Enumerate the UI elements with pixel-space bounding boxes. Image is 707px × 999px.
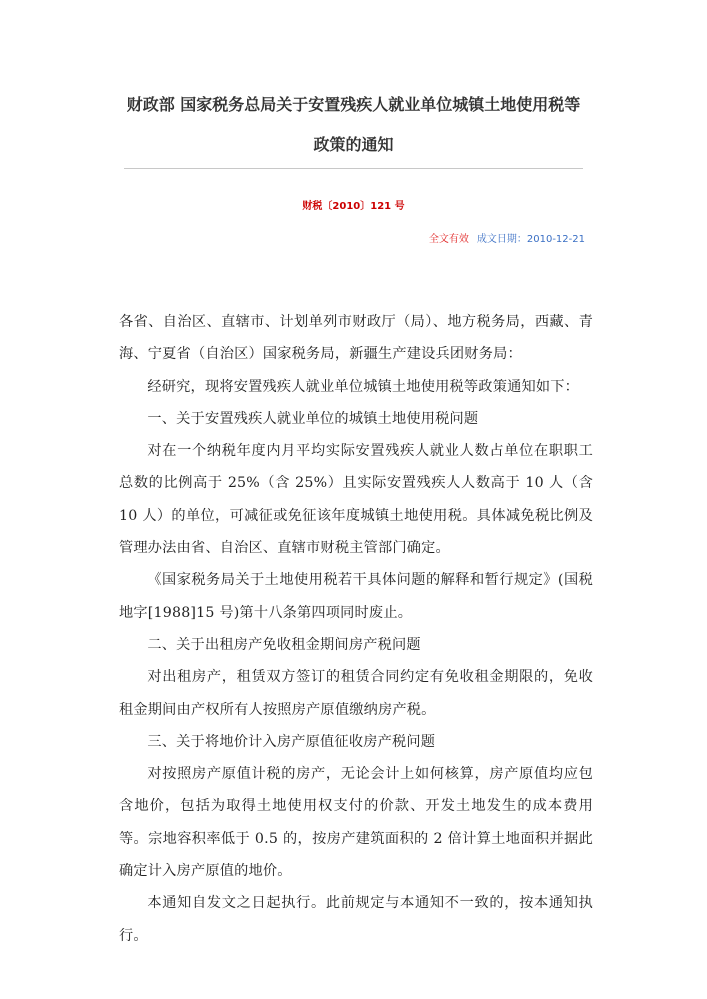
addressee-paragraph: 各省、自治区、直辖市、计划单列市财政厅（局）、地方税务局，西藏、青海、宁夏省（自治区）国家税务局，新疆生产建设兵团财务局： — [119, 314, 593, 363]
section-1-paragraph: 对在一个纳税年度内月平均实际安置残疾人就业人数占单位在职职工总数的比例高于 25%（含 25%）且实际安置残疾人人数高于 10 人（含 10 人）的单位，可减征或免征该年度城镇土地使用税。具体减免税比例及管理办法由省、自治区、直辖市财税主管部门确定。 — [119, 443, 593, 557]
document-title-line-1: 财政部 国家税务总局关于安置残疾人就业单位城镇土地使用税等 — [126, 95, 581, 114]
document-meta — [429, 230, 585, 245]
date-label: 成文日期： — [476, 234, 527, 245]
validity-status: 全文有效 — [428, 234, 469, 245]
section-heading-1: 一、关于安置残疾人就业单位的城镇土地使用税问题 — [147, 410, 479, 427]
section-heading-3: 三、关于将地价计入房产原值征收房产税问题 — [147, 733, 436, 750]
document-number: 财税〔2010〕121 号 — [302, 201, 405, 212]
document-title-line-2: 政策的通知 — [313, 135, 394, 154]
date-value: 2010-12-21 — [526, 234, 585, 245]
document-body — [119, 306, 593, 952]
repeal-paragraph: 《国家税务局关于土地使用税若干具体问题的解释和暂行规定》(国税地字[1988]15 号)第十八条第四项同时废止。 — [119, 572, 593, 621]
closing-paragraph: 本通知自发文之日起执行。此前规定与本通知不一致的，按本通知执行。 — [119, 895, 593, 944]
section-2-paragraph: 对出租房产，租赁双方签订的租赁合同约定有免收租金期限的，免收租金期间由产权所有人按照房产原值缴纳房产税。 — [119, 669, 593, 718]
title-divider — [124, 168, 583, 169]
section-3-paragraph: 对按照房产原值计税的房产，无论会计上如何核算，房产原值均应包含地价，包括为取得土地使用权支付的价款、开发土地发生的成本费用等。宗地容积率低于 0.5 的，按房产建筑面积的 2 倍计算土地面积并据此确定计入房产原值的地价。 — [119, 766, 593, 880]
intro-paragraph: 经研究，现将安置残疾人就业单位城镇土地使用税等政策通知如下： — [147, 378, 580, 395]
section-heading-2: 二、关于出租房产免收租金期间房产税问题 — [147, 636, 421, 653]
